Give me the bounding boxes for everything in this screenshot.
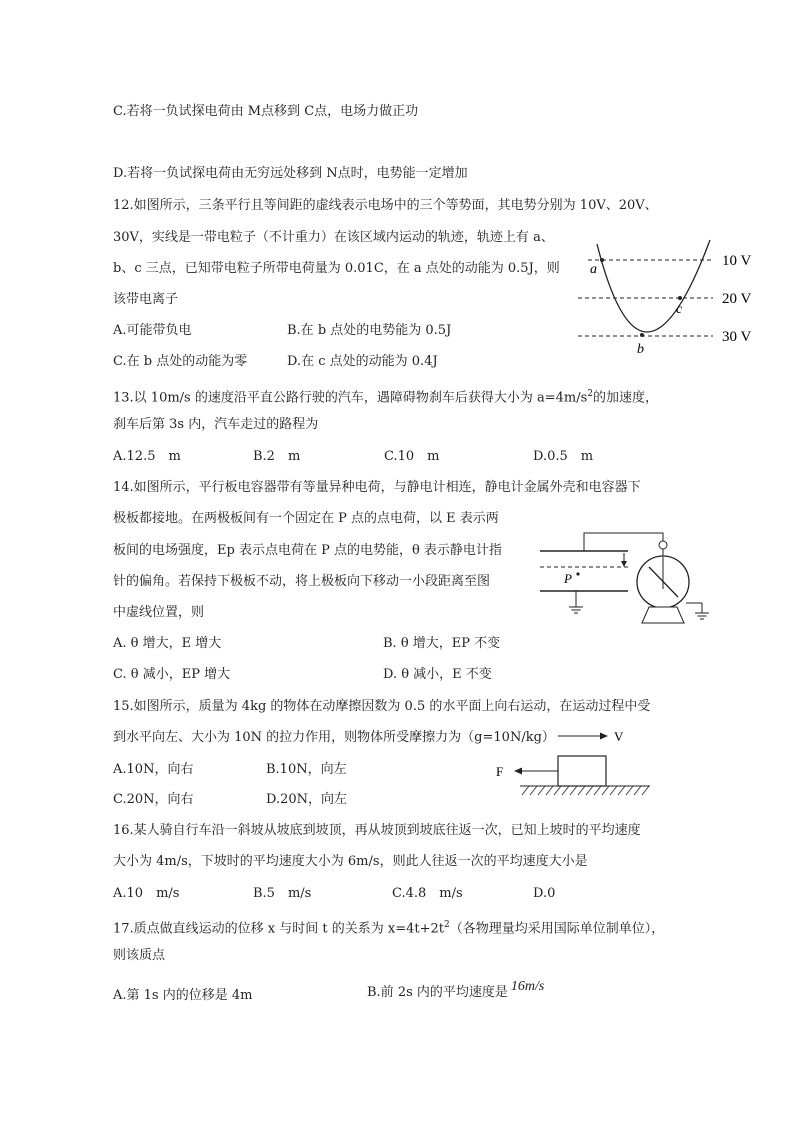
q12-option-b: B.在 b 点处的电势能为 0.5J xyxy=(287,323,452,338)
q15-stem-line2: 到水平向左、大小为 10N 的拉力作用，则物体所受摩擦力为（g=10N/kg） xyxy=(113,730,555,745)
q14-option-c: C. θ 减小，EP 增大 xyxy=(113,667,231,682)
q17-stem-line1 xyxy=(113,917,664,937)
point-b-dot xyxy=(640,333,644,337)
q14-option-d: D. θ 减小，E 不变 xyxy=(383,667,492,682)
q12-stem-line1: 12.如图所示，三条平行且等间距的虚线表示电场中的三个等势面，其电势分别为 10V、20V、 xyxy=(113,198,658,213)
q15-option-b: B.10N，向左 xyxy=(266,762,347,777)
label-10v: 10 V xyxy=(722,253,752,269)
point-c-label: c xyxy=(676,302,683,317)
ground-symbol-icon xyxy=(569,607,583,613)
label-20v: 20 V xyxy=(722,291,752,307)
connecting-wire xyxy=(584,533,663,551)
electroscope-base xyxy=(642,607,684,623)
force-label: F xyxy=(496,764,504,779)
particle-trajectory xyxy=(597,240,710,332)
q12-stem-line4: 该带电离子 xyxy=(113,292,179,307)
q15-block-figure xyxy=(490,725,660,799)
block xyxy=(558,756,606,786)
q13-stem-pre: 13.以 10m/s 的速度沿平直公路行驶的汽车，遇障碍物刹车后获得大小为 a=4m/s xyxy=(113,390,588,406)
q14-stem-line3: 板间的电场强度，Ep 表示点电荷在 P 点的电势能，θ 表示静电计指 xyxy=(113,543,502,558)
q14-capacitor-figure xyxy=(532,527,714,632)
q13-stem-sup: 2 xyxy=(587,389,594,399)
electroscope-knob xyxy=(659,541,667,549)
q16-option-c: C.4.8 m/s xyxy=(392,886,463,901)
q12-option-a: A.可能带负电 xyxy=(113,323,192,338)
q16-option-d: D.0 xyxy=(533,886,556,901)
case-ground-symbol-icon xyxy=(695,613,709,619)
q13-stem-post: 的加速度， xyxy=(593,390,659,406)
q14-stem-line4: 针的偏角。若保持下极板不动，将上极板向下移动一小段距离至图 xyxy=(113,574,491,589)
force-arrow-head xyxy=(514,768,522,775)
q17-stem-sup: 2 xyxy=(444,920,450,930)
ground-hatch xyxy=(522,786,649,795)
q14-stem-line5: 中虚线位置，则 xyxy=(113,605,205,620)
q17-option-b-value: 16m/s xyxy=(510,979,545,994)
q14-option-b: B. θ 增大，EP 不变 xyxy=(383,636,501,651)
q16-stem-line1: 16.某人骑自行车沿一斜坡从坡底到坡顶，再从坡顶到坡底往返一次，已知上坡时的平均速度 xyxy=(113,823,641,838)
q16-option-b: B.5 m/s xyxy=(253,886,312,901)
q12-option-d: D.在 c 点处的动能为 0.4J xyxy=(287,354,438,369)
velocity-label: V xyxy=(614,729,624,744)
point-p-label: P xyxy=(564,571,572,586)
q12-stem-line3: b、c 三点，已知带电粒子所带电荷量为 0.01C，在 a 点处的动能为 0.5J，则 xyxy=(113,261,560,276)
point-a-dot xyxy=(600,258,604,262)
q15-option-a: A.10N，向右 xyxy=(113,762,194,777)
q14-stem-line2: 极板都接地。在两极板间有一个固定在 P 点的点电荷，以 E 表示两 xyxy=(113,511,499,526)
q13-option-b: B.2 m xyxy=(253,449,301,464)
q13-stem-line1 xyxy=(113,386,658,406)
point-c-dot xyxy=(678,296,682,300)
velocity-arrow-head xyxy=(600,733,608,740)
q15-stem-line1: 15.如图所示，质量为 4kg 的物体在动摩擦因数为 0.5 的水平面上向右运动，在运动过程中受 xyxy=(113,699,651,714)
point-a-label: a xyxy=(590,262,597,277)
q12-option-c: C.在 b 点处的动能为零 xyxy=(113,354,248,369)
point-b-label: b xyxy=(637,342,644,357)
point-p-dot xyxy=(576,572,579,575)
q13-option-a: A.12.5 m xyxy=(113,449,181,464)
q14-option-a: A. θ 增大，E 增大 xyxy=(113,636,222,651)
q17-option-b xyxy=(367,979,545,1001)
q11-option-d: D.若将一负试探电荷由无穷远处移到 N点时，电势能一定增加 xyxy=(113,166,468,181)
q11-option-c: C.若将一负试探电荷由 M点移到 C点，电场力做正功 xyxy=(113,104,419,119)
q14-stem-line1: 14.如图所示，平行板电容器带有等量异种电荷，与静电计相连，静电计金属外壳和电容器下 xyxy=(113,480,641,495)
label-30v: 30 V xyxy=(722,329,752,345)
q17-stem-pre: 17.质点做直线运动的位移 x 与时间 t 的关系为 x=4t+2t xyxy=(113,921,444,937)
q13-stem-line2: 刹车后第 3s 内，汽车走过的路程为 xyxy=(113,417,319,432)
q16-stem-line2: 大小为 4m/s，下坡时的平均速度大小为 6m/s，则此人往返一次的平均速度大小是 xyxy=(113,854,588,869)
q17-stem-line2: 则该质点 xyxy=(113,948,166,963)
q12-equipotential-figure xyxy=(570,232,770,360)
q17-option-b-text: B.前 2s 内的平均速度是 xyxy=(367,985,508,1000)
q13-option-c: C.10 m xyxy=(384,449,440,464)
down-arrow-head xyxy=(621,561,627,567)
q16-option-a: A.10 m/s xyxy=(113,886,180,901)
q12-stem-line2: 30V，实线是一带电粒子（不计重力）在该区域内运动的轨迹，轨迹上有 a、 xyxy=(113,230,554,245)
q15-option-c: C.20N，向右 xyxy=(113,792,194,807)
q13-option-d: D.0.5 m xyxy=(533,449,594,464)
q17-stem-post: （各物理量均采用国际单位制单位）， xyxy=(449,921,665,937)
q15-option-d: D.20N，向左 xyxy=(266,792,348,807)
q17-option-a: A.第 1s 内的位移是 4m xyxy=(113,988,253,1003)
